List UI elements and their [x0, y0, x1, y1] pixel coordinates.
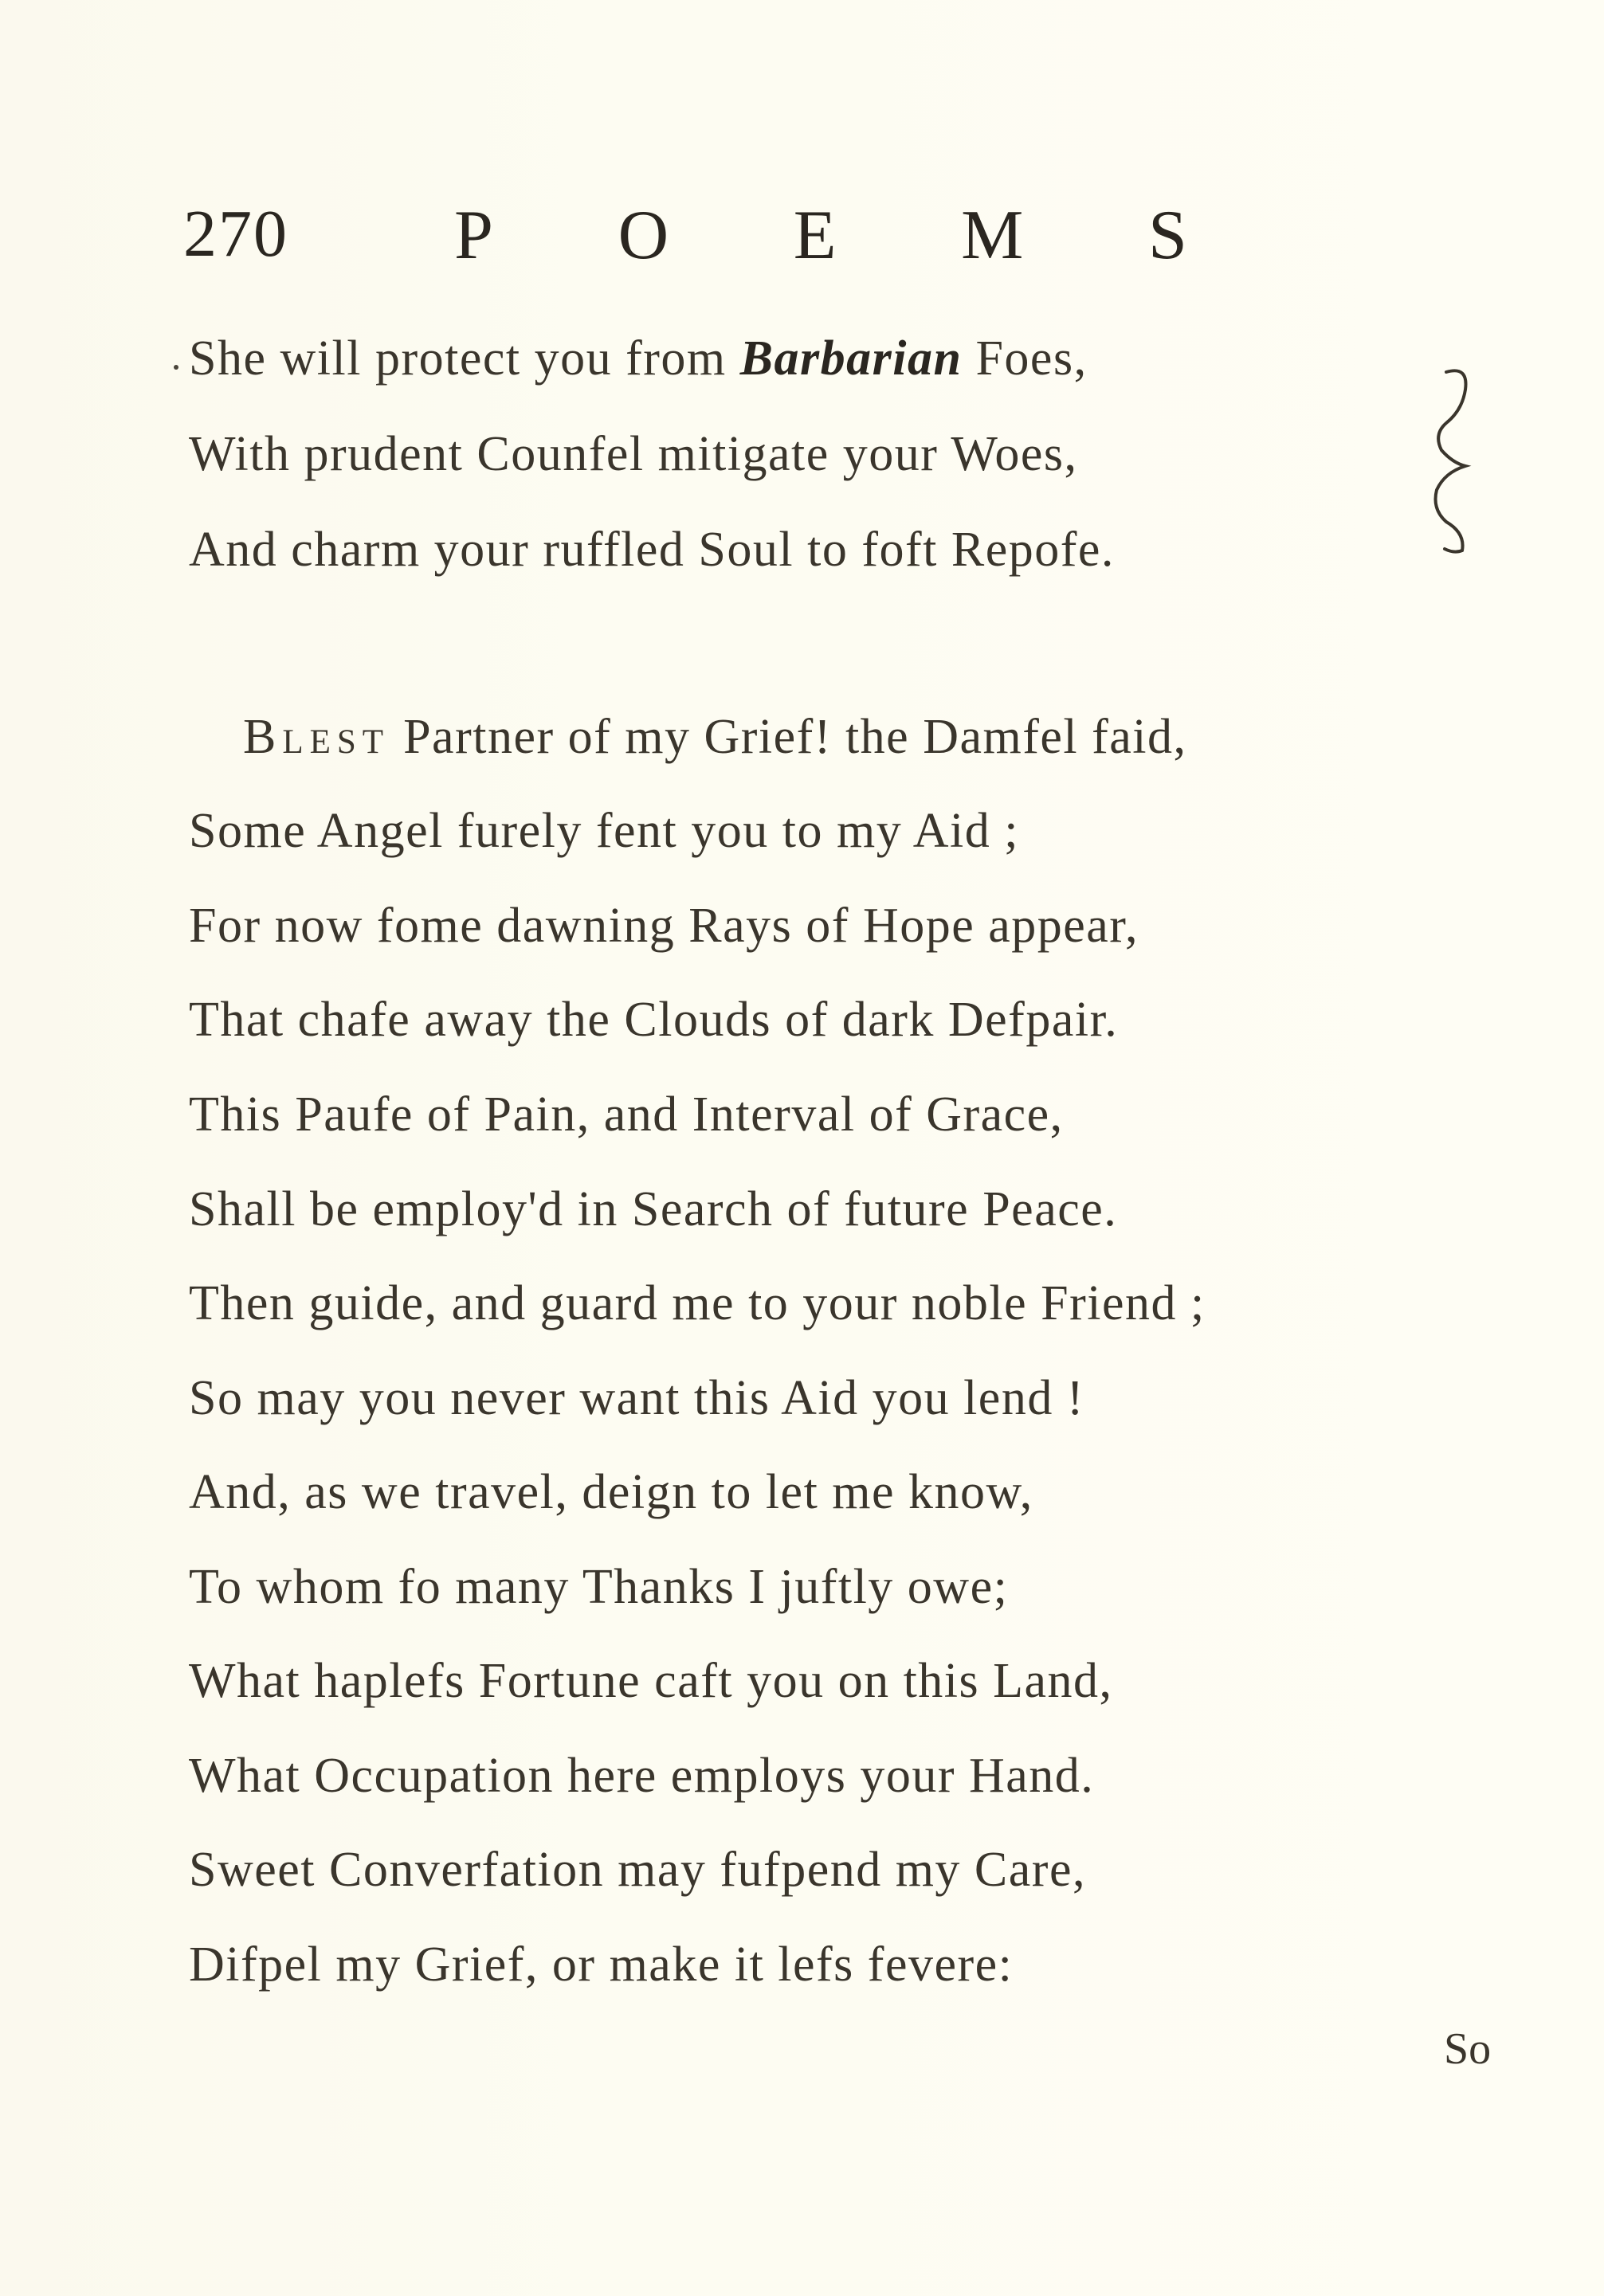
poem-line: And, as we travel, deign to let me know,	[189, 1465, 1033, 1519]
brace-mark	[1430, 362, 1478, 554]
running-title-letter: E	[793, 197, 837, 274]
poem-line: For now fome dawning Rays of Hope appear,	[189, 899, 1139, 953]
page-header	[183, 195, 1219, 283]
poem-line: This Paufe of Pain, and Interval of Grace,	[189, 1087, 1064, 1142]
margin-dot	[174, 365, 178, 370]
poem-line: What haplefs Fortune caft you on this Land,	[189, 1654, 1113, 1708]
catchword: So	[1444, 2024, 1492, 2074]
poem-line	[243, 709, 1187, 766]
running-title-letter: M	[961, 197, 1024, 274]
poem-line: With prudent Counfel mitigate your Woes,	[189, 427, 1078, 481]
poem-line: Sweet Converfation may fufpend my Care,	[189, 1843, 1086, 1897]
running-title-letter: P	[454, 197, 493, 274]
poem-line: To whom fo many Thanks I juftly owe;	[189, 1560, 1009, 1614]
line-text: She will protect you from	[189, 331, 740, 386]
poem-line: Some Angel furely fent you to my Aid ;	[189, 804, 1020, 858]
running-title	[454, 195, 1187, 276]
poem-line	[189, 331, 1088, 387]
poem-line: Then guide, and guard me to your noble Friend ;	[189, 1276, 1206, 1330]
running-title-letter: S	[1148, 197, 1187, 274]
poem-line: What Occupation here employs your Hand.	[189, 1749, 1095, 1803]
line-text: Foes,	[962, 331, 1088, 386]
poem-line: And charm your ruffled Soul to foft Repofe.	[189, 523, 1115, 577]
poem-line: Difpel my Grief, or make it lefs fevere:	[189, 1937, 1014, 1992]
running-title-letter: O	[618, 197, 669, 274]
poem-line: So may you never want this Aid you lend !	[189, 1371, 1084, 1425]
poem-line: That chafe away the Clouds of dark Defpair.	[189, 993, 1119, 1047]
italic-word: Barbarian	[739, 331, 963, 386]
line-text: Partner of my Grief! the Damfel faid,	[390, 710, 1187, 764]
poem-line: Shall be employ'd in Search of future Peace.	[189, 1182, 1118, 1236]
page-number: 270	[183, 197, 288, 271]
small-caps-word: Blest	[243, 710, 390, 764]
